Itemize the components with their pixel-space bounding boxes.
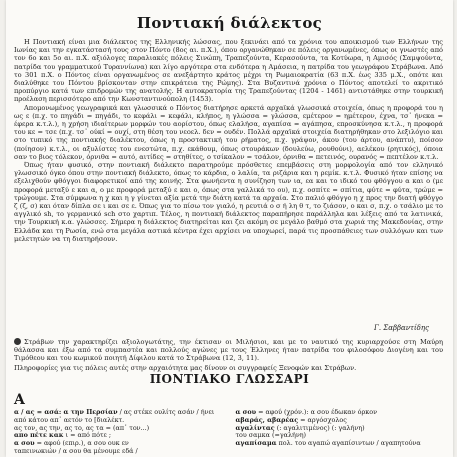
entry-text: πολ. του αγαπώ αγαπίσιντων / αγαπητούνα [276, 439, 421, 448]
entry-text: (: αγαλιτιμένος) (: γαλήνη) [274, 423, 365, 432]
entry-text: του σαμκα (=γαλήνη) [235, 431, 307, 440]
glossary-entry [236, 440, 444, 448]
main-article [14, 38, 443, 316]
entry-text: = αφού (χρόν.): α σου έδωκαν όρκον [256, 408, 377, 416]
page-title: Ποντιακή διάλεκτος [136, 14, 323, 32]
bullet-icon [14, 338, 21, 345]
paragraph: Όπως ήταν φυσικό, στην ποντιακή διάλεκτο παρατηρούμε πρόσθετες επεμβάσεις στη μορφολογία από τον ελληνικό γλωσσικό όγκο όπου στην ποντιακή διάλεκτο, όπως το κάρδια, ο λαλία, τα ριζάρια και η ρεμίκ. κ.τ.λ. Φυσικό ήταν επίσης να εξελιχθούν φθόγγοι διαφορετικοί από της κοινής. Στα φωνήεντα η συνίζηση των ια, εα και το ιδικό του φθόγγου α και ο (με προφορά μεταξύ ε και α, ο με προφορά μεταξύ ε και ο, όπως στα γαλλικά το ου), π.χ. οσπίτε = σπίτια, φύτε = φύτα, τρώμε = τρώγουμε. Στα σύμφωνα η χ και η γ γίνεται αξία μετά την διάτη κατά τα αρχαία. Στο παλιό φθόγγο η χ προς την διατή φθόγγο ζ (ζ, σ) και όταν δίπλα σε ι και σε ε. Όπως για το πίσω τον γιαλό, η ρευτιά ο σ ή λη θ τ, το ζιάσον, ο και σ, π.χ. ο τσάλιο με το αγγλικό sh, το γερμανικό sch στο χαρτιπ. Τέλος, η ποντιακή διάλεκτος παραπήρησε παράλληλα και λέξεις από τα λατινικά, την Τουρκική κ.α. γλώσσες. Σήμερα η διάλεκτος διατηρείται και ζει ακόμη σε μεγάλο βαθμό στα χωριά της Μακεδονίας, στην Ελλάδα και τη Ρωσία, ενώ στα μεγάλα αστικά κέντρα έχει αρχίσει να υποχωρεί, παρά τις προσπάθειες των συλλόγων και των μελετητών να τη διατηρήσουν. [14, 161, 443, 243]
entry-head: α / ας = ασά: α την Περσίαν [14, 408, 118, 416]
footnote-text: Στράβων την χαρακτηρίζει αξιολογωτάτης, την έκτισαν οι Μιλήσιοι, και με το ναυτικό της κυριαρχούσε στη Μαύρη θάλασσα και έξω από τα συμπαστέα και πολλούς αγώνες με τους Έλληνες ήταν πατρίδα του φιλοσόφου Διογένη και του Τιμόθεου και του κωμικού ποιητή Δίφιλου κατά το Στράβωνα (12, 3, 11). [14, 338, 443, 363]
entry-head: αγαλίντας [235, 423, 275, 432]
entry-head: αβαράς, αβαρέας [235, 415, 299, 424]
paragraph: Απομονωμένος γεωγραφικά και γλωσσικά ο Πόντος διατήρησε αρκετά αρχαϊκά γλωσσικά στοιχεία, όπως η προφορά του η ως ε (π.χ. το πηγάδι = πηγάδι, το κεφάλι = κεφάλι, κλήπος, η γλώσσα = γλώσσα, εμέτερον = ημέτερον, έχνα, τσ᾽ ήνεκα = έφερα κ.τ.λ.), η χρήση ιδιαίτερων μορφών του αορίστου, όπως ελαλήσα, αγαπίσα = αγάπησα, επροσκύνησα κ.τ.λ., η προφορά του κε = τσε (π.χ. τσ᾽ ούκί = ουχί, στη θέση του νεοελ. δεν = ουδέν. Πολλά αρχαϊκά στοιχεία διατηρήθηκαν στο λεξιλόγιο και στο τυπικό της ποντιακής διαλέκτου, όπως η προστακτική του ρήματος, π.χ. γράψον, άκου (του άρτου, ανάπτυ), ποίσον (ποίησον) κ.τ.λ., οι αξυλίστες του ενεστώτα, π.χ. εκάθουμ, όπως στουράκων (δουλεύω, ρουθούνι), αελέκου (ρητικός), όποια σαν το βιος τόλεκον, όρνιθα = αυτό, αιτίδες = στηθίτες, ο τσίκαλον = τσάλον, όρνιθα = πετεινός, ουρανός = πεπτέλον κ.τ.λ. [14, 103, 443, 161]
footnote [14, 364, 443, 372]
footnotes [14, 338, 443, 373]
glossary-letter: Α [14, 392, 25, 408]
glossary-column-left [14, 409, 222, 456]
entry-head: αγαπίσαμα [235, 439, 277, 448]
entry-head: α σου [235, 408, 257, 416]
glossary-title: ΠΟΝΤΙΑΚΟ ΓΛΩΣΣΑΡΙ [149, 372, 310, 386]
entry-text: ας τον, ας την, ας το, ας τα = (απ᾽ τον...) [14, 423, 150, 432]
glossary-entry [14, 409, 222, 425]
entry-text: ι = από πότε ; [63, 431, 111, 440]
entry-text: = αργόσχολος [298, 415, 347, 424]
author-signature: Γ. Σαββαντίδης [373, 324, 429, 332]
entry-text: ταπεινωκιών / α σου θα μένουμε εδά / [14, 446, 138, 455]
footnote-text: Πληροφορίες για τις πόλεις αυτές στην αρχαιότητα μας δίνουν οι συγγραφείς Ξενοφών και Στράβων. [14, 363, 357, 372]
glossary-column-right [236, 409, 444, 456]
glossary [14, 409, 443, 456]
entry-head: α σου [14, 439, 35, 448]
entry-text: = αφού (επιρ.), α σου ουκ εν [34, 439, 129, 448]
entry-head: απο πέτε κακ [14, 431, 64, 440]
paragraph: Η Ποντιακή είναι μια διάλεκτος της Ελληνικής λώσσας, που ξεκινάει από τα χρόνια του αποικισμού των Ελλήνων της Ιωνίας και την εγκατάστασή τους στον Πόντο (8ος αι. π.Χ.), όπου οργανώθηκαν σε πόλεις οργανωμένες, όπως οι γνωστές από τον 6ο και 5ο αι. π.Χ. αξιόλογες παραλιακές πόλεις Σινώπη, Τραπεζούντα, Κερασούντα, τα Κοτύωρα, η Αμισός (Σαμψούντα, πατρίδα του γραμματικού Τυραννίωνα) και λίγο αργότερα στα ενδότερα η Αμάσεια, η πατρίδα του γεωγράφου Στράβωνα. Από το 301 π.Χ. ο Πόντος είναι οργανωμένος σε ανεξάρτητο κράτος μέχρι τη Ρωμαιοκρατία (63 π.Χ. έως 335 μ.Χ., οπότε και διαλύθηκε του Πόντου βρίσκονταν στην επικράτεια της Ρώμης). Στα Βυζαντινά χρόνια ο Πόντος αποτελεί το ακριτικό προπύργιο κατά των επιδρομών της ανατολής. Η αυτοκρατορία της Τραπεζούντας (1204 - 1461) αντιστάθηκε στην τουρκική προέλαση περισσότερο από την Κωνσταντινούπολη (1453). [14, 38, 443, 104]
entry-text: / ας στέκε ουλίτς ασάν / ήνει από κάτου απ᾽ αετόν το [διαλέκτ. [14, 408, 215, 424]
footnote [14, 338, 443, 363]
glossary-entry [14, 448, 222, 456]
document-page [6, 0, 453, 457]
